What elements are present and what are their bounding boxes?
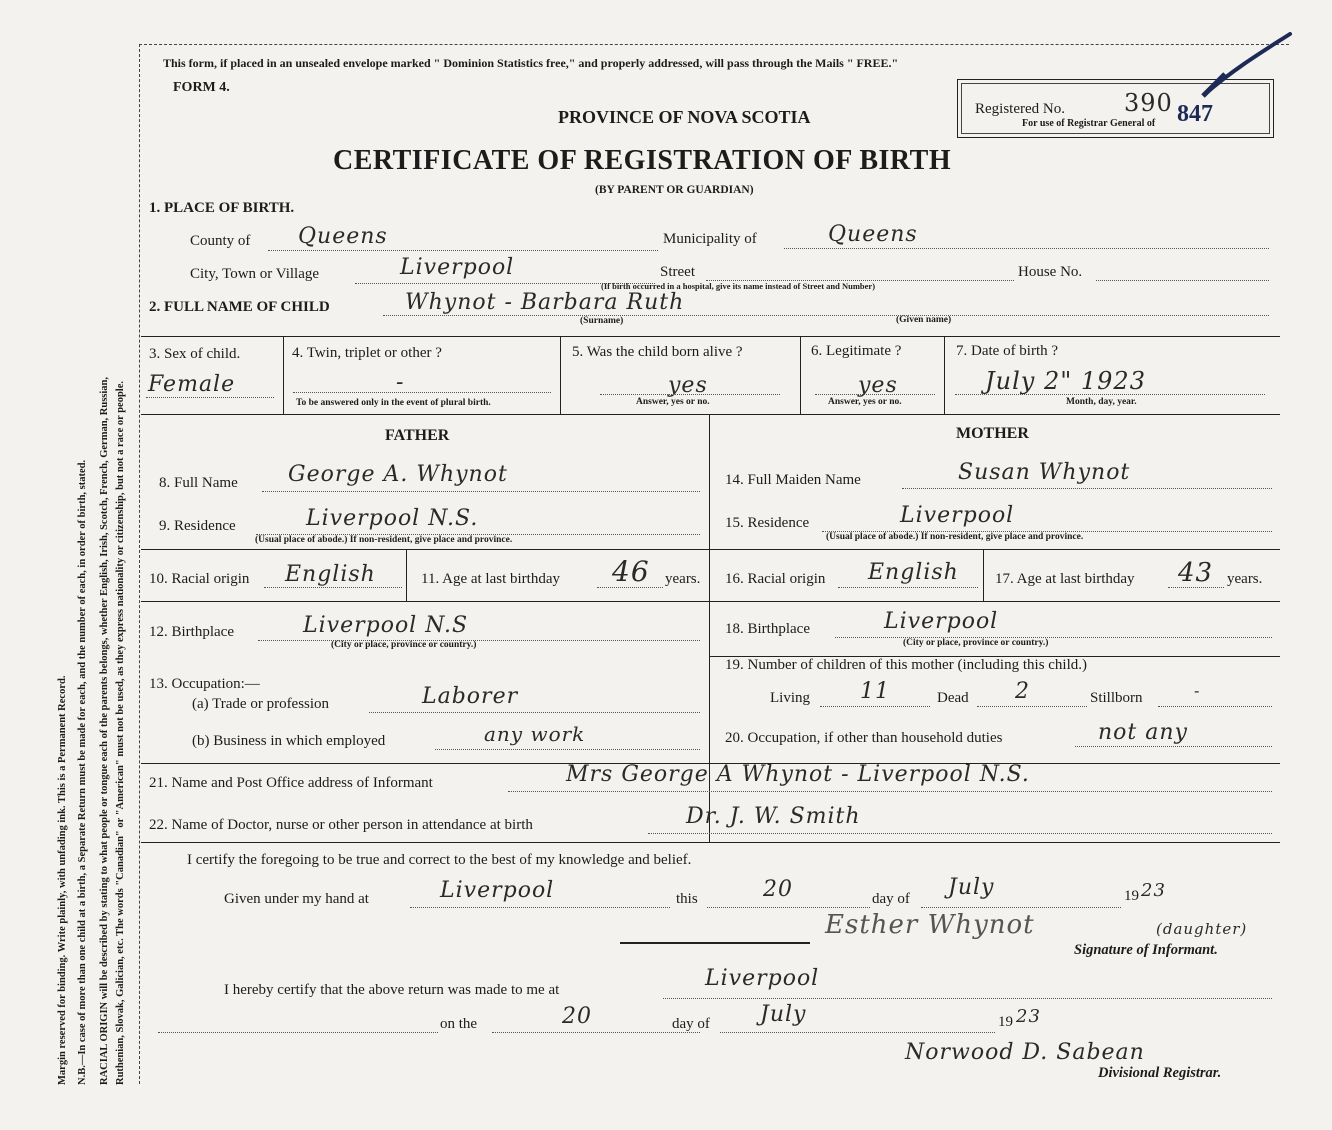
registered-label: Registered No.	[975, 101, 1065, 117]
registered-value: 390	[1124, 89, 1173, 117]
father-age-unit: years.	[665, 571, 701, 587]
father-name-label: 8. Full Name	[159, 475, 238, 491]
mother-age-value: 43	[1178, 558, 1214, 588]
registrar-year-value: 23	[1016, 1006, 1041, 1027]
informant-signature: Esther Whynot	[825, 910, 1035, 940]
street-label: Street	[660, 264, 695, 280]
registrar-statement: I hereby certify that the above return was made to me at	[224, 982, 560, 998]
given-year-value: 23	[1141, 880, 1166, 901]
mother-name-label: 14. Full Maiden Name	[725, 472, 861, 488]
dead-label: Dead	[937, 690, 969, 706]
doctor-label: 22. Name of Doctor, nurse or other person in attendance at birth	[149, 817, 533, 833]
county-value: Queens	[298, 224, 388, 249]
arrow-mark-icon	[1185, 30, 1295, 110]
mother-birthplace-label: 18. Birthplace	[725, 621, 810, 637]
registrar-year-prefix: 19	[998, 1014, 1013, 1030]
registrar-note: For use of Registrar General of	[1022, 118, 1156, 129]
margin-note-4: Ruthenian, Slovak, Galician, etc. The words "Canadian" or "American" must not be used, as they express nationality or citizenship, but not a race or people.	[115, 380, 126, 1085]
registrar-month-value: July	[760, 1002, 807, 1027]
given-name-note: (Given name)	[896, 315, 952, 325]
dob-value: July 2" 1923	[985, 367, 1146, 395]
mother-residence-label: 15. Residence	[725, 515, 810, 531]
certificate-title: CERTIFICATE OF REGISTRATION OF BIRTH	[333, 145, 952, 176]
informant-relation: (daughter)	[1156, 920, 1248, 938]
father-name-value: George A. Whynot	[288, 462, 508, 487]
child-name-value: Whynot - Barbara Ruth	[405, 290, 685, 315]
living-value: 11	[860, 679, 890, 704]
city-value: Liverpool	[400, 255, 515, 280]
margin-note-2: N.B.—In case of more than one child at a birth, a Separate Return must be made for each, and the number of each, in order of birth, stated.	[77, 459, 88, 1085]
mother-age-unit: years.	[1227, 571, 1263, 587]
father-age-label: 11. Age at last birthday	[421, 571, 560, 587]
father-residence-value: Liverpool N.S.	[306, 506, 479, 531]
father-residence-note: (Usual place of abode.) If non-resident, give place and province.	[255, 535, 513, 545]
father-business-label: (b) Business in which employed	[192, 733, 386, 749]
mother-children-label: 19. Number of children of this mother (including this child.)	[725, 657, 1088, 673]
margin-note-3: RACIAL ORIGIN will be described by stating to what people or tongue each of the parents belongs, whether English, Irish, Scotch, French, German, Russian,	[99, 376, 110, 1085]
house-label: House No.	[1018, 264, 1083, 280]
father-business-value: any work	[484, 722, 586, 746]
registrar-title: Divisional Registrar.	[1098, 1065, 1222, 1081]
legitimate-value: yes	[858, 373, 898, 398]
given-day-value: 20	[763, 877, 793, 902]
father-heading: FATHER	[385, 427, 450, 444]
mother-name-value: Susan Whynot	[958, 460, 1131, 485]
father-age-value: 46	[612, 555, 650, 588]
given-year-prefix: 19	[1124, 888, 1139, 904]
form-number: FORM 4.	[173, 80, 230, 95]
sex-label: 3. Sex of child.	[149, 346, 241, 362]
informant-value: Mrs George A Whynot - Liverpool N.S.	[566, 762, 1030, 787]
municipality-value: Queens	[828, 222, 918, 247]
mother-residence-value: Liverpool	[900, 503, 1015, 528]
mother-occupation-label: 20. Occupation, if other than household duties	[725, 730, 1003, 746]
mother-residence-note: (Usual place of abode.) If non-resident, give place and province.	[826, 532, 1084, 542]
sex-value: Female	[148, 372, 236, 397]
mother-racial-label: 16. Racial origin	[725, 571, 826, 587]
stillborn-value: -	[1194, 681, 1201, 700]
given-day-label: day of	[872, 891, 910, 907]
city-label: City, Town or Village	[190, 266, 320, 282]
mail-notice: This form, if placed in an unsealed envelope marked " Dominion Statistics free," and properly addressed, will pass through the Mails " FREE."	[163, 56, 899, 70]
given-place-value: Liverpool	[440, 878, 555, 903]
registrar-day-value: 20	[562, 1004, 592, 1029]
father-occupation-label: 13. Occupation:—	[149, 676, 260, 692]
father-racial-value: English	[285, 562, 376, 587]
father-residence-label: 9. Residence	[159, 518, 236, 534]
mother-birthplace-value: Liverpool	[884, 609, 999, 634]
registered-value-2: 847	[1177, 101, 1213, 127]
informant-label: 21. Name and Post Office address of Informant	[149, 775, 433, 791]
father-racial-label: 10. Racial origin	[149, 571, 250, 587]
father-trade-value: Laborer	[422, 684, 519, 709]
mother-age-label: 17. Age at last birthday	[995, 571, 1135, 587]
mother-occupation-value: not any	[1098, 720, 1188, 745]
twin-label: 4. Twin, triplet or other ?	[292, 345, 442, 361]
outer-border-left	[139, 44, 140, 1084]
this-label: this	[676, 891, 698, 907]
legitimate-note: Answer, yes or no.	[828, 397, 902, 407]
mother-heading: MOTHER	[956, 425, 1029, 442]
twin-note: To be answered only in the event of plural birth.	[296, 398, 491, 408]
alive-value: yes	[668, 373, 708, 398]
stillborn-label: Stillborn	[1090, 690, 1143, 706]
given-label: Given under my hand at	[224, 891, 369, 907]
registrar-day-label: day of	[672, 1016, 710, 1032]
informant-signature-label: Signature of Informant.	[1074, 942, 1218, 958]
county-label: County of	[190, 233, 251, 249]
certificate-subtitle: (BY PARENT OR GUARDIAN)	[595, 184, 754, 196]
twin-value: -	[396, 370, 405, 395]
province-heading: PROVINCE OF NOVA SCOTIA	[558, 107, 811, 127]
margin-note-1: Margin reserved for binding. Write plainly, with unfading ink. This is a Permanent Record.	[57, 675, 68, 1085]
father-birthplace-note: (City or place, province or country.)	[331, 640, 477, 650]
street-note: (If birth occurred in a hospital, give its name instead of Street and Number)	[601, 281, 876, 291]
surname-note: (Surname)	[580, 316, 624, 326]
dead-value: 2	[1015, 679, 1030, 704]
outer-border-top	[139, 44, 1289, 45]
child-name-label: 2. FULL NAME OF CHILD	[149, 299, 330, 315]
dob-note: Month, day, year.	[1066, 397, 1137, 407]
registrar-place-value: Liverpool	[705, 966, 820, 991]
father-birthplace-label: 12. Birthplace	[149, 624, 234, 640]
alive-note: Answer, yes or no.	[636, 397, 710, 407]
mother-birthplace-note: (City or place, province or country.)	[903, 638, 1049, 648]
mother-racial-value: English	[868, 560, 959, 585]
father-birthplace-value: Liverpool N.S	[303, 613, 469, 638]
alive-label: 5. Was the child born alive ?	[572, 344, 743, 360]
registrar-signature: Norwood D. Sabean	[905, 1040, 1145, 1065]
doctor-value: Dr. J. W. Smith	[686, 804, 861, 829]
father-trade-label: (a) Trade or profession	[192, 696, 330, 712]
place-of-birth-heading: 1. PLACE OF BIRTH.	[149, 200, 295, 216]
dob-label: 7. Date of birth ?	[956, 343, 1059, 359]
living-label: Living	[770, 690, 810, 706]
municipality-label: Municipality of	[663, 231, 757, 247]
legitimate-label: 6. Legitimate ?	[811, 343, 902, 359]
on-the-label: on the	[440, 1016, 478, 1032]
certify-statement: I certify the foregoing to be true and correct to the best of my knowledge and belief.	[187, 852, 692, 868]
given-month-value: July	[948, 875, 995, 900]
